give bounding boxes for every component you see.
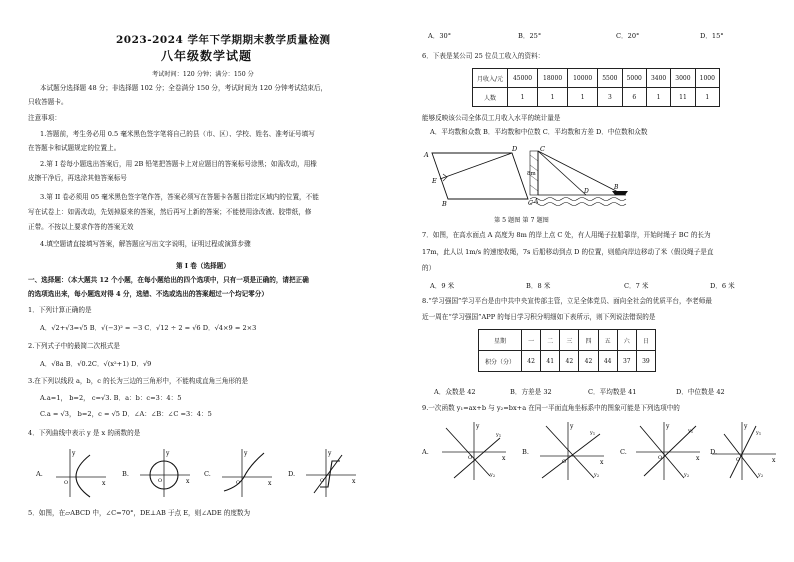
table-cell: 1 bbox=[568, 88, 598, 107]
table-row bbox=[479, 330, 656, 351]
question-1-options: A．√2+√3=√5 B．√(−3)² = −3 C．√12 ÷ 2 = √6 D．√4×9 = 2×3 bbox=[40, 324, 257, 332]
intro-line: 本试题分选择题 48 分；非选择题 102 分；全卷满分 150 分，考试时间为 120 分钟考试结束后， bbox=[40, 84, 328, 92]
svg-text:y: y bbox=[166, 450, 170, 457]
q7-option: A．9 米 bbox=[430, 282, 455, 290]
option-label: C. bbox=[204, 470, 211, 478]
question-2: 2.下列式子中的最简二次根式是 bbox=[28, 342, 121, 350]
q7-option: B．8 米 bbox=[526, 282, 551, 290]
table-cell: 人数 bbox=[473, 88, 508, 107]
svg-text:O: O bbox=[320, 478, 325, 484]
notice-line: 4.填空题请直接填写答案，解答题应写出文字说明，证明过程或演算步骤 bbox=[40, 240, 251, 248]
left-column bbox=[28, 0, 394, 562]
table-cell: 42 bbox=[560, 351, 579, 372]
option-label: B. bbox=[522, 448, 529, 456]
svg-text:E: E bbox=[432, 177, 437, 185]
svg-text:O: O bbox=[562, 459, 567, 465]
question-8: 8.“学习强国”学习平台是由中共中央宣传部主管，立足全体党员、面向全社会的优质平台，李老师最 bbox=[422, 297, 712, 305]
table-row bbox=[473, 69, 720, 88]
option-label: D. bbox=[710, 448, 718, 456]
table-cell: 45000 bbox=[508, 69, 538, 88]
q9-graph-d bbox=[710, 420, 780, 482]
svg-text:C: C bbox=[540, 145, 545, 153]
table-cell: 10000 bbox=[568, 69, 598, 88]
table-cell: 1 bbox=[538, 88, 568, 107]
option-label: B. bbox=[122, 470, 129, 478]
table-cell: 5500 bbox=[598, 69, 622, 88]
question-2-options: A．√8a B．√0.2C．√(x²+1) D．√9 bbox=[40, 360, 152, 368]
table-cell: 44 bbox=[598, 351, 617, 372]
svg-text:D: D bbox=[584, 188, 589, 195]
svg-text:O: O bbox=[736, 457, 741, 463]
question-6: 6．下表是某公司 25 位员工收入的资料： bbox=[422, 52, 545, 60]
question-5: 5．如图，在▱ABCD 中，∠C=70°，DE⊥AB 于点 E，则∠ADE 的度数为 bbox=[28, 509, 251, 517]
svg-text:O: O bbox=[236, 480, 241, 486]
q4-graph-a bbox=[52, 447, 108, 499]
table-cell: 1 bbox=[646, 88, 670, 107]
notice-line: 1.答题前，考生务必用 0.5 毫米黑色签字笔将自己的县（市、区）、学校、姓名、准考证号填写 bbox=[40, 130, 315, 138]
svg-text:y: y bbox=[476, 423, 480, 430]
table-cell: 42 bbox=[579, 351, 598, 372]
table-cell: 42 bbox=[522, 351, 541, 372]
table-cell: 6 bbox=[622, 88, 646, 107]
exam-info: 考试时间：120 分钟；满分：150 分 bbox=[152, 71, 254, 78]
svg-text:x: x bbox=[600, 459, 604, 466]
q8-option: B．方差是 32 bbox=[510, 388, 552, 396]
income-table bbox=[472, 68, 720, 107]
question-7: 7．如图，在高水面点 A 高度为 8m 的岸上点 C 处，有人用绳子拉船靠岸，开始时绳子 BC 的长为 bbox=[422, 231, 711, 239]
svg-text:O: O bbox=[64, 480, 69, 486]
table-cell: 星期 bbox=[479, 330, 522, 351]
option-label: A. bbox=[36, 470, 43, 478]
q7-option: D．6 米 bbox=[710, 282, 735, 290]
table-cell: 积分（分） bbox=[479, 351, 522, 372]
option-label: A. bbox=[422, 448, 429, 456]
svg-text:y: y bbox=[244, 450, 248, 457]
svg-text:x: x bbox=[102, 480, 106, 487]
q4-graph-c bbox=[218, 447, 274, 499]
q4-graph-d bbox=[302, 447, 358, 499]
q5-option: A．30° bbox=[428, 32, 452, 40]
svg-text:O: O bbox=[158, 478, 163, 484]
question-6-text: 能够反映该公司全体员工月收入水平的统计量是 bbox=[422, 114, 561, 122]
svg-text:D: D bbox=[512, 145, 518, 153]
table-cell: 日 bbox=[636, 330, 655, 351]
svg-text:x: x bbox=[268, 480, 272, 487]
svg-text:A: A bbox=[424, 151, 429, 159]
table-cell: 1 bbox=[695, 88, 719, 107]
notice-line: 2.第 I 卷每小题选出答案后，用 2B 铅笔把答题卡上对应题目的答案标号涂黑；如需改动，用橡 bbox=[40, 160, 317, 168]
section-title: 第 I 卷（选择题） bbox=[176, 262, 230, 270]
table-cell: 二 bbox=[541, 330, 560, 351]
notice-line: 皮擦干净后，再选涂其他答案标号 bbox=[28, 174, 127, 182]
svg-text:x: x bbox=[696, 455, 700, 462]
q4-graph-b bbox=[136, 447, 192, 499]
option-label: C. bbox=[620, 448, 627, 456]
table-cell: 5000 bbox=[622, 69, 646, 88]
question-3-options: C.a = √3， b=2，c = √5 D．∠A：∠B：∠C =3：4：5 bbox=[40, 410, 212, 418]
question-4: 4．下列曲线中表示 y 是 x 的函数的是 bbox=[28, 429, 141, 437]
q5-option: D．15° bbox=[700, 32, 724, 40]
question-3: 3.在下列以线段 a，b，c 的长为三边的三角形中，不能构成直角三角形的是 bbox=[28, 377, 249, 385]
svg-text:y: y bbox=[72, 450, 76, 457]
svg-text:O: O bbox=[468, 455, 473, 461]
svg-text:y2: $y_2$ bbox=[594, 472, 600, 478]
svg-text:O: O bbox=[658, 455, 663, 461]
table-cell: 37 bbox=[617, 351, 636, 372]
table-cell: 四 bbox=[579, 330, 598, 351]
intro-line: 只收答题卡。 bbox=[28, 98, 68, 106]
table-row bbox=[479, 351, 656, 372]
table-cell: 41 bbox=[541, 351, 560, 372]
table-cell: 六 bbox=[617, 330, 636, 351]
svg-text:y: y bbox=[744, 423, 748, 430]
q8-option: A．众数是 42 bbox=[434, 388, 476, 396]
subject-title: 八年级数学试题 bbox=[161, 49, 253, 63]
table-cell: 三 bbox=[560, 330, 579, 351]
part-heading: 一、选择题：（本大题共 12 个小题，在每小题给出的四个选项中，只有一项是正确的，请把正确 bbox=[28, 276, 309, 284]
question-7: 17m，此人以 1m/s 的速度收绳，7s 后船移动到点 D 的位置，则船向岸边移动了米（假设绳子是直 bbox=[422, 248, 714, 256]
boat-rope-figure bbox=[528, 145, 632, 213]
svg-text:x: x bbox=[772, 457, 776, 464]
part-heading: 的选项选出来，每小题选对得 4 分，选错、不选或选出的答案超过一个均记零分） bbox=[28, 290, 268, 298]
notice-line: 3.第 II 卷必须用 05 毫米黑色签字笔作答，答案必须写在答题卡各题目指定区域内的位置，不能 bbox=[40, 193, 319, 201]
question-3-options: A.a=1， b=2， c=√3. B．a：b：c=3：4：5 bbox=[40, 394, 182, 402]
table-cell: 18000 bbox=[538, 69, 568, 88]
notice-title: 注意事项： bbox=[28, 114, 61, 122]
exam-title: 2023-2024 学年下学期期末教学质量检测 bbox=[116, 34, 331, 46]
table-cell: 1000 bbox=[695, 69, 719, 88]
svg-text:B: B bbox=[614, 184, 619, 191]
svg-text:A: A bbox=[534, 198, 539, 205]
q9-graph-c bbox=[634, 420, 704, 482]
table-cell: 3 bbox=[598, 88, 622, 107]
question-6-options: A．平均数和众数 B．平均数和中位数 C．平均数和方差 D．中位数和众数 bbox=[430, 128, 648, 136]
q8-option: D．中位数是 42 bbox=[676, 388, 725, 396]
svg-text:y1: $y_1$ bbox=[688, 428, 694, 434]
svg-text:y: y bbox=[328, 450, 332, 457]
table-cell: 月收入/元 bbox=[473, 69, 508, 88]
table-cell: 五 bbox=[598, 330, 617, 351]
question-7: 的） bbox=[422, 264, 436, 272]
svg-text:y1: $y_1$ bbox=[590, 430, 596, 436]
q5-option: B．25° bbox=[518, 32, 542, 40]
svg-text:y: y bbox=[570, 423, 574, 430]
svg-text:C: C bbox=[528, 199, 533, 207]
table-cell: 39 bbox=[636, 351, 655, 372]
table-cell: 3000 bbox=[671, 69, 695, 88]
q9-graph-b bbox=[538, 420, 608, 482]
table-cell: 3400 bbox=[646, 69, 670, 88]
table-row bbox=[473, 88, 720, 107]
option-label: D. bbox=[288, 470, 296, 478]
svg-text:x: x bbox=[352, 478, 356, 485]
question-1: 1．下列计算正确的是 bbox=[28, 306, 92, 314]
svg-text:y1: $y_1$ bbox=[756, 430, 762, 436]
svg-text:x: x bbox=[502, 455, 506, 462]
score-table bbox=[478, 329, 656, 372]
q5-option: C．20° bbox=[616, 32, 640, 40]
svg-text:y2: $y_2$ bbox=[490, 472, 496, 478]
table-cell: 11 bbox=[671, 88, 695, 107]
q9-graph-a bbox=[440, 420, 510, 482]
table-cell: 一 bbox=[522, 330, 541, 351]
q7-option: C．7 米 bbox=[624, 282, 649, 290]
table-cell: 1 bbox=[508, 88, 538, 107]
notice-line: 在答题卡和试题规定的位置上。 bbox=[28, 144, 121, 152]
svg-text:y2: $y_2$ bbox=[684, 472, 690, 478]
right-column bbox=[410, 0, 780, 562]
svg-text:B: B bbox=[442, 200, 447, 208]
question-9: 9.一次函数 y₁=ax+b 与 y₂=bx+a 在同一平面直角坐标系中的图象可能是下列选项中的 bbox=[422, 404, 680, 412]
svg-text:y2: $y_2$ bbox=[758, 472, 764, 478]
svg-text:y: y bbox=[666, 423, 670, 430]
parallelogram-figure bbox=[424, 145, 534, 207]
svg-text:x: x bbox=[186, 478, 190, 485]
notice-line: 写在试卷上：如需改动，先划掉原来的答案，然后再写上新的答案；不能使用涂改液、胶带纸，修 bbox=[28, 208, 312, 216]
q8-option: C．平均数是 41 bbox=[588, 388, 637, 396]
figure-caption: 第 5 题图 第 7 题图 bbox=[494, 217, 549, 224]
question-8: 近一周在“学习强国”APP 的每日学习积分明细如下表所示，则下列说法错误的是 bbox=[422, 313, 656, 321]
svg-text:8m: 8m bbox=[527, 171, 536, 177]
notice-line: 正带。不按以上要求作答的答案无效 bbox=[28, 223, 134, 231]
svg-text:y1: $y_1$ bbox=[496, 432, 502, 438]
